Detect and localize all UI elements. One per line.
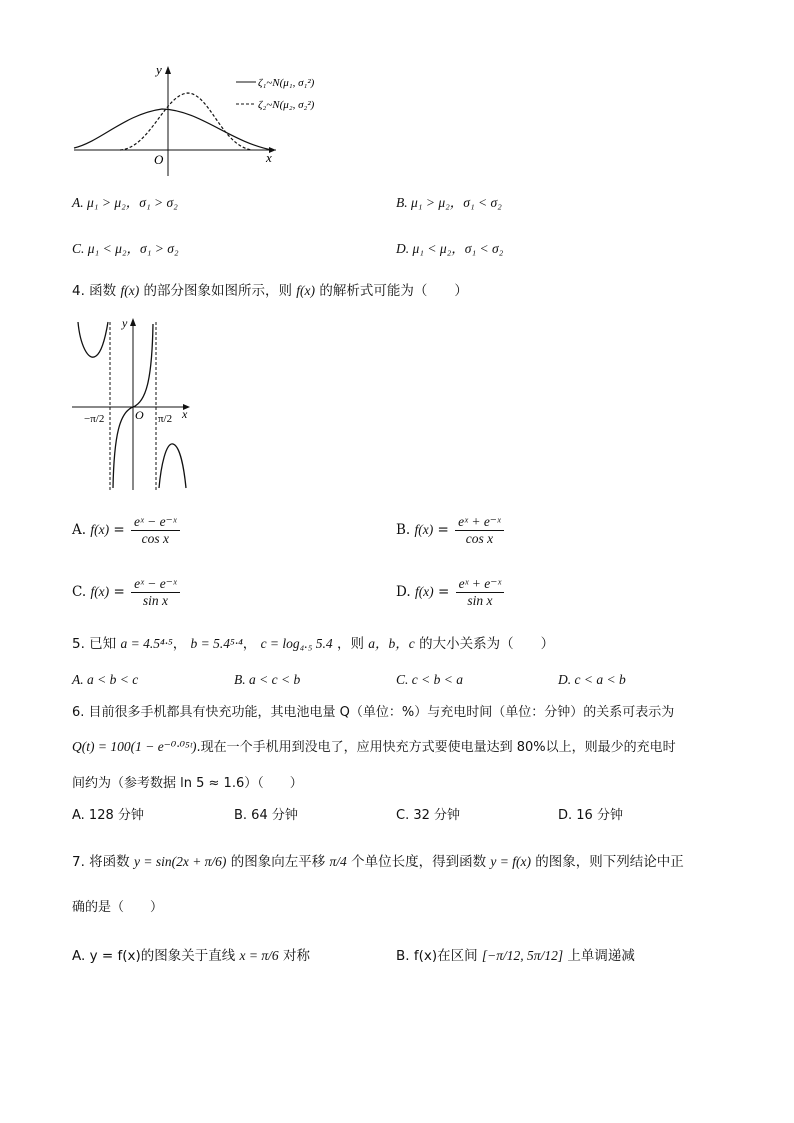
- q7-b-interval: [−π/12, 5π/12]: [481, 948, 564, 963]
- q3-option-d[interactable]: D. μ₁ < μ₂，σ₁ < σ₂: [396, 241, 504, 256]
- curve-zeta2: [120, 93, 252, 150]
- legend2-text: ζ₂~N(μ₂, σ₂²): [258, 99, 315, 111]
- q4-c-fraction: [131, 576, 180, 609]
- q3-option-b[interactable]: B. μ₁ > μ₂，σ₁ < σ₂: [396, 195, 502, 210]
- q7-option-a[interactable]: [72, 946, 310, 966]
- q6-option-c[interactable]: C. 32 分钟: [396, 808, 461, 823]
- q6-stem-line3: 间约为（参考数据 ln 5 ≈ 1.6）（ ）: [72, 776, 303, 791]
- q5-b-expr: b = 5.4⁵·⁴: [190, 636, 243, 651]
- q3-option-a[interactable]: A. μ₁ > μ₂，σ₁ > σ₂: [72, 195, 178, 210]
- q4-option-a[interactable]: A. f(x) = $\frac{\text{eˣ − e⁻ˣ}}{\text{cos x}}$: [72, 510, 182, 550]
- figure1-origin-label: O: [154, 152, 164, 167]
- q4-stem: [72, 281, 468, 301]
- q3-option-c[interactable]: C. μ₁ < μ₂，σ₁ > σ₂: [72, 241, 179, 256]
- q7-func: y = sin(2x + π/6): [133, 854, 227, 869]
- q5-stem: 5. 已知 a = 4.5⁴·⁵， b = 5.4⁵·⁴， c = log₄.₅ 5.4 ，则 a，b，c 的大小关系为（ ）: [72, 636, 555, 652]
- q4-c-numerator: eˣ − e⁻ˣ: [131, 576, 180, 593]
- q4-f-1: f(x): [120, 283, 140, 298]
- q4-option-d[interactable]: D. f(x) = $\frac{\text{eˣ + e⁻ˣ}}{\text{sin x}}$: [396, 572, 506, 612]
- q7-b-text-a: B. f(x)在区间: [396, 948, 478, 964]
- q4-a-denominator: cos x: [141, 531, 169, 546]
- q7-func2: y = f(x): [490, 854, 531, 869]
- q5-option-c[interactable]: C. c < b < a: [396, 672, 463, 687]
- q4-half-pi-label: π/2: [158, 413, 173, 425]
- q4-branch-left: [78, 322, 108, 357]
- q4-d-label: D.: [396, 584, 411, 600]
- q4-stem-c: 的解析式可能为（ ）: [319, 283, 468, 299]
- q7-option-b[interactable]: [396, 946, 635, 966]
- q4-a-fraction: [131, 514, 180, 547]
- q5-stem-a: 5. 已知: [72, 636, 117, 652]
- q7-a-text-a: A. y = f(x)的图象关于直线: [72, 948, 236, 964]
- legend1-text: ζ₁~N(μ₁, σ₁²): [258, 77, 315, 89]
- q7-stem-line2: 确的是（ ）: [72, 900, 164, 915]
- q4-y-arrow: [130, 318, 136, 326]
- q7-stem-c: 个单位长度，得到函数: [351, 854, 487, 870]
- q6-option-a[interactable]: A. 128 分钟: [72, 808, 144, 823]
- q4-x-label: x: [182, 407, 188, 421]
- q7-b-text-b: 上单调递减: [567, 948, 635, 964]
- q4-f-2: f(x): [296, 283, 316, 298]
- q7-a-line: x = π/6: [239, 948, 279, 963]
- q5-vars: a，b，c: [368, 636, 415, 651]
- q7-a-text-b: 对称: [282, 948, 310, 964]
- q7-shift: π/4: [329, 854, 347, 869]
- q4-origin-label: O: [135, 408, 144, 422]
- q4-b-denominator: cos x: [465, 531, 494, 546]
- q6-stem-line2: [72, 737, 676, 758]
- q4-b-f: f(x): [414, 522, 434, 537]
- figure1-y-label: y: [156, 62, 162, 77]
- q4-d-fraction: [456, 576, 505, 609]
- q5-option-d[interactable]: D. c < a < b: [558, 672, 626, 687]
- q4-d-denominator: sin x: [467, 593, 493, 608]
- q4-option-b[interactable]: B. f(x) = $\frac{\text{eˣ + e⁻ˣ}}{\text{cos x}}$: [396, 510, 506, 550]
- q5-option-b[interactable]: B. a < c < b: [234, 672, 301, 687]
- q4-b-fraction: [455, 514, 504, 547]
- q4-function-graph: [70, 314, 195, 492]
- q4-neg-half-pi-label: −π/2: [84, 413, 105, 425]
- q4-c-label: C.: [72, 584, 87, 600]
- q4-stem-a: 4. 函数: [72, 283, 117, 299]
- q7-stem-a: 7. 将函数: [72, 854, 130, 870]
- q7-stem-line1: [72, 852, 684, 872]
- q5-option-a[interactable]: A. a < b < c: [72, 672, 139, 687]
- q4-b-label: B.: [396, 522, 411, 538]
- figure1-x-label: x: [266, 150, 272, 165]
- q5-stem-b: ，则: [336, 636, 364, 652]
- q6-option-d[interactable]: D. 16 分钟: [558, 808, 623, 823]
- q4-b-numerator: eˣ + e⁻ˣ: [455, 514, 504, 531]
- q4-option-c[interactable]: C. f(x) = $\frac{\text{eˣ − e⁻ˣ}}{\text{sin x}}$: [72, 572, 182, 612]
- q5-c-expr: c = log₄.₅ 5.4: [260, 636, 333, 651]
- q7-stem-d: 的图象，则下列结论中正: [535, 854, 684, 870]
- q6-option-b[interactable]: B. 64 分钟: [234, 808, 298, 823]
- q7-stem-b: 的图象向左平移: [230, 854, 326, 870]
- curve-zeta1: [74, 109, 272, 150]
- q4-a-f: f(x): [90, 522, 110, 537]
- q4-a-numerator: eˣ − e⁻ˣ: [131, 514, 180, 531]
- q6-formula: Q(t) = 100(1 − e⁻⁰·⁰⁵ᵗ): [72, 739, 197, 754]
- normal-distribution-figure: [70, 62, 340, 180]
- q4-c-denominator: sin x: [142, 593, 168, 608]
- q4-branch-right: [159, 444, 186, 488]
- q4-c-f: f(x): [90, 584, 110, 599]
- q4-stem-b: 的部分图象如图所示，则: [143, 283, 292, 299]
- q4-d-f: f(x): [414, 584, 434, 599]
- q6-stem-line1: 6. 目前很多手机都具有快充功能，其电池电量 Q（单位：%）与充电时间（单位：分钟）的关系可表示为: [72, 705, 675, 720]
- q6-line2-rest: .现在一个手机用到没电了，应用快充方式要使电量达到 80%以上，则最少的充电时: [196, 740, 676, 755]
- q5-stem-c: 的大小关系为（ ）: [419, 636, 555, 652]
- q4-a-label: A.: [72, 522, 87, 538]
- figure1-y-arrow: [165, 66, 171, 74]
- q4-y-label: y: [122, 316, 128, 330]
- q4-d-numerator: eˣ + e⁻ˣ: [456, 576, 505, 593]
- q5-a-expr: a = 4.5⁴·⁵: [120, 636, 173, 651]
